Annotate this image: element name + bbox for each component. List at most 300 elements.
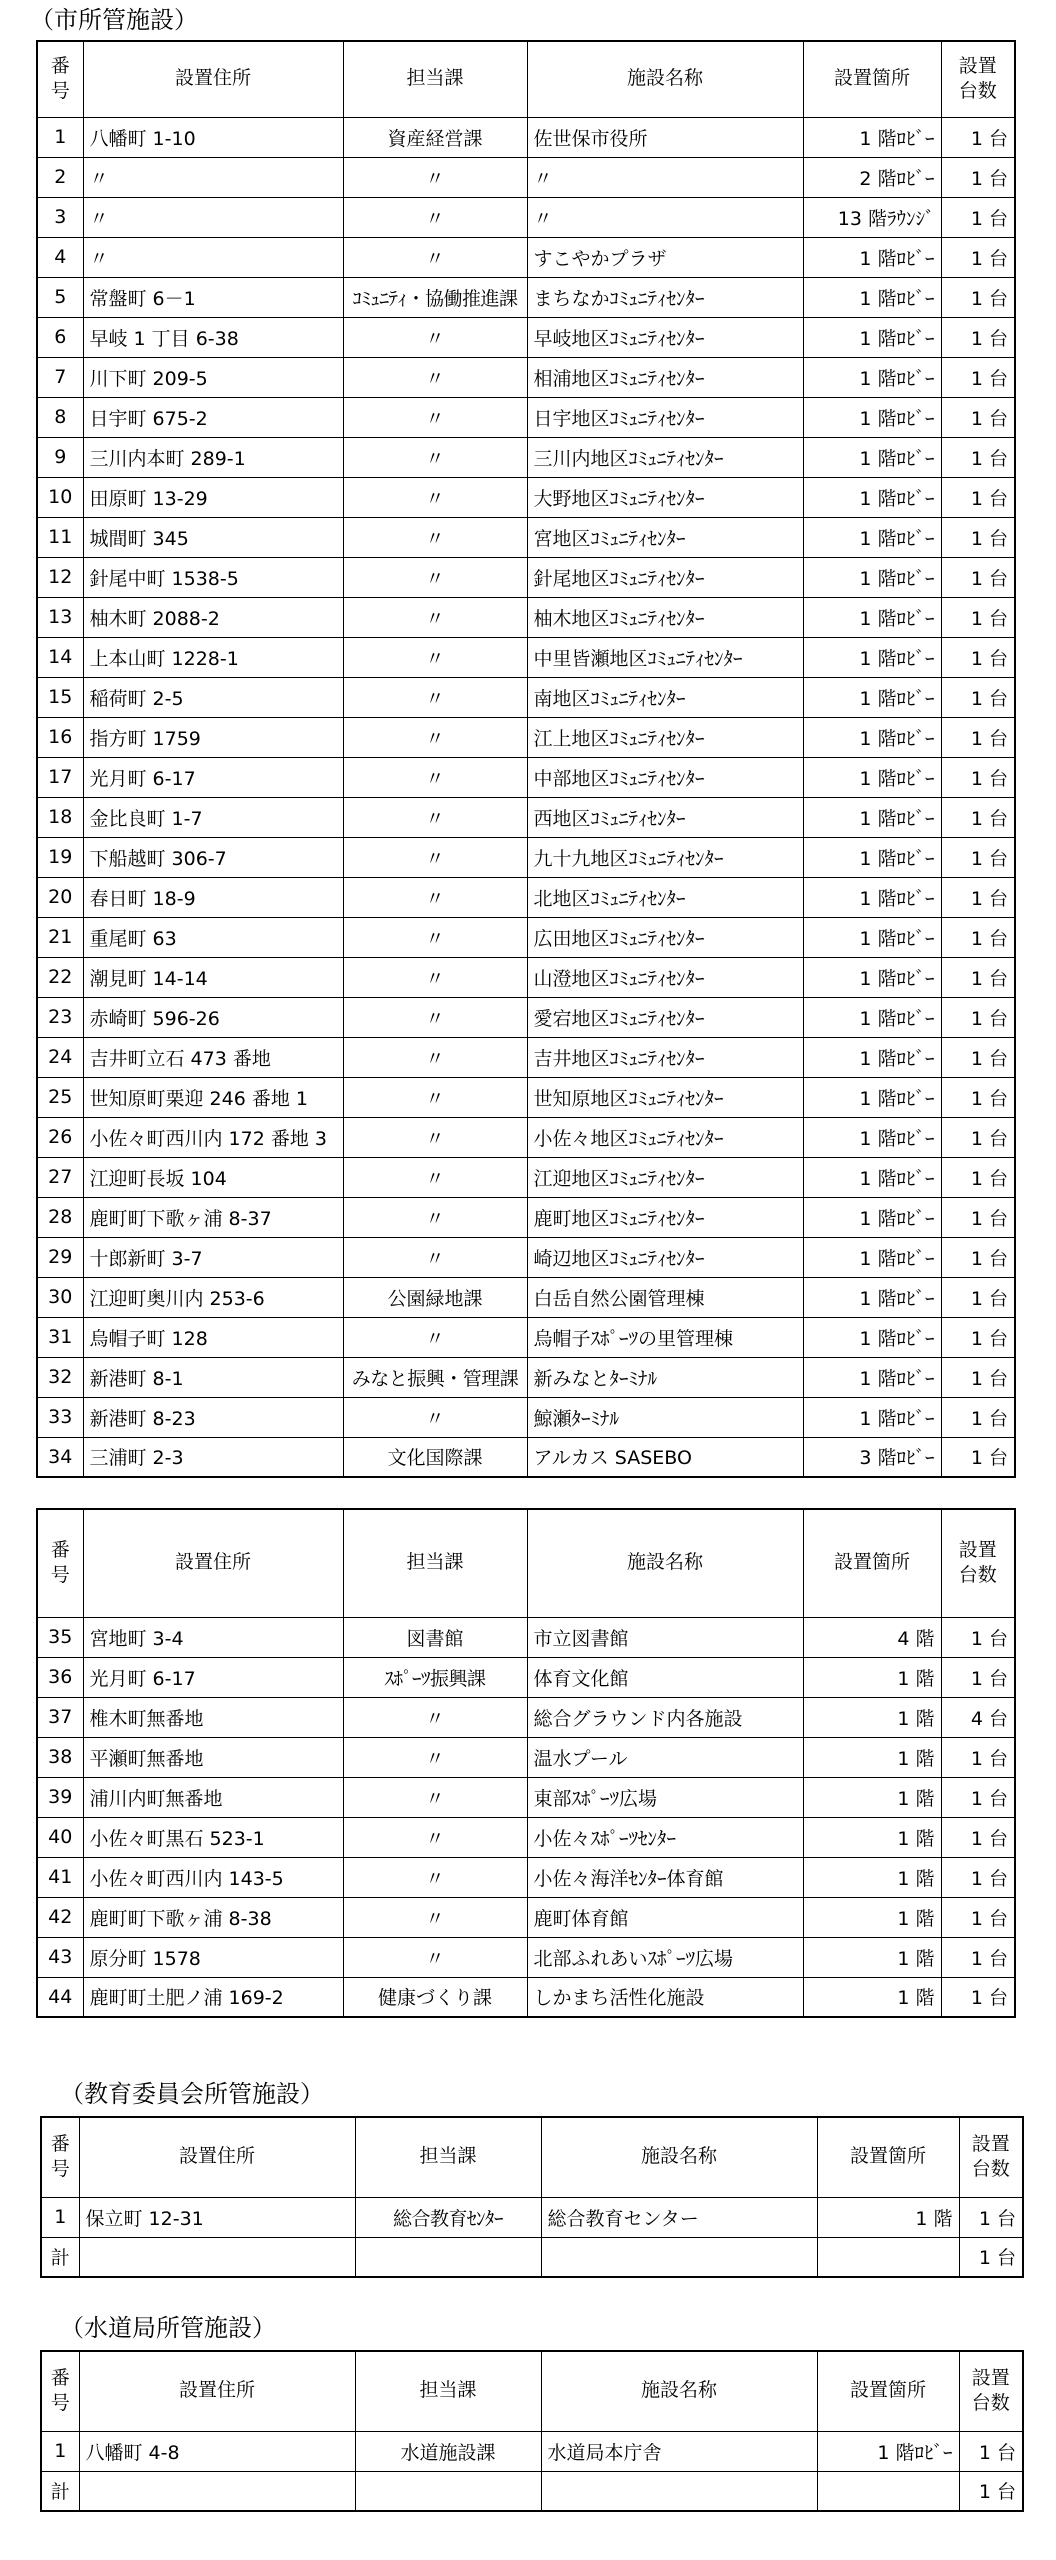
table-row (37, 917, 1015, 957)
row-number: 6 (37, 317, 83, 357)
empty-cell (541, 2471, 817, 2511)
city-facilities-table-2 (36, 1508, 1016, 2018)
facility-cell: 宮地区ｺﾐｭﾆﾃｨｾﾝﾀｰ (527, 517, 803, 557)
count-cell: 1 台 (941, 1737, 1015, 1777)
address-cell: 三川内本町 289-1 (83, 437, 343, 477)
facility-cell: 小佐々海洋ｾﾝﾀｰ体育館 (527, 1857, 803, 1897)
dept-cell: 〃 (343, 557, 527, 597)
dept-cell: 〃 (343, 157, 527, 197)
address-cell: 鹿町町下歌ヶ浦 8-37 (83, 1197, 343, 1237)
table-row (37, 517, 1015, 557)
dept-cell: 公園緑地課 (343, 1277, 527, 1317)
count-cell: 1 台 (941, 997, 1015, 1037)
facility-cell: すこやかプラザ (527, 237, 803, 277)
facility-cell: 相浦地区ｺﾐｭﾆﾃｨｾﾝﾀｰ (527, 357, 803, 397)
dept-cell: 〃 (343, 1817, 527, 1857)
address-cell: 小佐々町西川内 143-5 (83, 1857, 343, 1897)
address-cell: 田原町 13-29 (83, 477, 343, 517)
location-cell: 1 階 (803, 1657, 941, 1697)
address-cell: 鹿町町下歌ヶ浦 8-38 (83, 1897, 343, 1937)
header-count: 設置 台数 (959, 2351, 1023, 2431)
location-cell: 1 階ﾛﾋﾞｰ (803, 917, 941, 957)
address-cell: 春日町 18-9 (83, 877, 343, 917)
dept-cell: 〃 (343, 1737, 527, 1777)
row-number: 42 (37, 1897, 83, 1937)
facility-cell: 早岐地区ｺﾐｭﾆﾃｨｾﾝﾀｰ (527, 317, 803, 357)
row-number: 21 (37, 917, 83, 957)
header-location: 設置箇所 (803, 1509, 941, 1617)
count-cell: 1 台 (941, 1317, 1015, 1357)
location-cell: 1 階 (817, 2197, 959, 2237)
location-cell: 1 階ﾛﾋﾞｰ (817, 2431, 959, 2471)
count-cell: 1 台 (941, 397, 1015, 437)
address-cell: 吉井町立石 473 番地 (83, 1037, 343, 1077)
facility-cell: 新みなとﾀｰﾐﾅﾙ (527, 1357, 803, 1397)
education-facilities-table (40, 2116, 1024, 2278)
count-cell: 1 台 (941, 1397, 1015, 1437)
address-cell: 新港町 8-1 (83, 1357, 343, 1397)
table-row (37, 1697, 1015, 1737)
header-no: 番 号 (37, 41, 83, 117)
table-row (37, 397, 1015, 437)
location-cell: 1 階ﾛﾋﾞｰ (803, 717, 941, 757)
count-cell: 1 台 (941, 317, 1015, 357)
facility-cell: 大野地区ｺﾐｭﾆﾃｨｾﾝﾀｰ (527, 477, 803, 517)
address-cell: 鹿町町土肥ノ浦 169-2 (83, 1977, 343, 2017)
location-cell: 1 階ﾛﾋﾞｰ (803, 317, 941, 357)
total-label: 計 (41, 2471, 79, 2511)
address-cell: 金比良町 1-7 (83, 797, 343, 837)
location-cell: 1 階ﾛﾋﾞｰ (803, 1357, 941, 1397)
address-cell: 城間町 345 (83, 517, 343, 557)
count-cell: 1 台 (941, 117, 1015, 157)
location-cell: 1 階ﾛﾋﾞｰ (803, 837, 941, 877)
facility-cell: 〃 (527, 157, 803, 197)
table-row (37, 597, 1015, 637)
location-cell: 1 階 (803, 1697, 941, 1737)
table-row (37, 637, 1015, 677)
count-cell: 1 台 (941, 237, 1015, 277)
row-number: 4 (37, 237, 83, 277)
facility-cell: 温水プール (527, 1737, 803, 1777)
location-cell: 1 階ﾛﾋﾞｰ (803, 357, 941, 397)
empty-cell (79, 2471, 355, 2511)
location-cell: 1 階 (803, 1777, 941, 1817)
address-cell: 小佐々町黒石 523-1 (83, 1817, 343, 1857)
table-row (37, 1317, 1015, 1357)
facility-cell: 白岳自然公園管理棟 (527, 1277, 803, 1317)
location-cell: 1 階ﾛﾋﾞｰ (803, 1397, 941, 1437)
header-facility: 施設名称 (527, 41, 803, 117)
address-cell: 八幡町 4-8 (79, 2431, 355, 2471)
table-row (37, 237, 1015, 277)
row-number: 1 (41, 2431, 79, 2471)
dept-cell: 〃 (343, 197, 527, 237)
dept-cell: 〃 (343, 837, 527, 877)
water-facilities-table (40, 2350, 1024, 2512)
facility-cell: 吉井地区ｺﾐｭﾆﾃｨｾﾝﾀｰ (527, 1037, 803, 1077)
header-address: 設置住所 (83, 41, 343, 117)
dept-cell: 〃 (343, 237, 527, 277)
count-cell: 1 台 (941, 477, 1015, 517)
facility-cell: 江上地区ｺﾐｭﾆﾃｨｾﾝﾀｰ (527, 717, 803, 757)
row-number: 15 (37, 677, 83, 717)
table-row (37, 317, 1015, 357)
address-cell: 新港町 8-23 (83, 1397, 343, 1437)
facility-cell: 崎辺地区ｺﾐｭﾆﾃｨｾﾝﾀｰ (527, 1237, 803, 1277)
count-cell: 1 台 (941, 277, 1015, 317)
count-cell: 1 台 (941, 1817, 1015, 1857)
section-title-city: （市所管施設） (30, 6, 198, 34)
table-row (37, 1897, 1015, 1937)
empty-cell (355, 2471, 541, 2511)
facility-cell: 〃 (527, 197, 803, 237)
row-number: 12 (37, 557, 83, 597)
address-cell: 保立町 12-31 (79, 2197, 355, 2237)
dept-cell: 〃 (343, 717, 527, 757)
table-row (37, 477, 1015, 517)
header-row (37, 1509, 1015, 1617)
address-cell: 原分町 1578 (83, 1937, 343, 1977)
address-cell: 烏帽子町 128 (83, 1317, 343, 1357)
table-row (37, 1037, 1015, 1077)
location-cell: 1 階ﾛﾋﾞｰ (803, 877, 941, 917)
location-cell: 13 階ﾗｳﾝｼﾞ (803, 197, 941, 237)
table-row (37, 1357, 1015, 1397)
count-cell: 1 台 (941, 1617, 1015, 1657)
dept-cell: 〃 (343, 1897, 527, 1937)
row-number: 16 (37, 717, 83, 757)
dept-cell: 〃 (343, 917, 527, 957)
dept-cell: 〃 (343, 397, 527, 437)
dept-cell: 図書館 (343, 1617, 527, 1657)
address-cell: 光月町 6-17 (83, 757, 343, 797)
table-row (37, 357, 1015, 397)
address-cell: 世知原町栗迎 246 番地 1 (83, 1077, 343, 1117)
header-address: 設置住所 (79, 2117, 355, 2197)
count-cell: 1 台 (941, 1037, 1015, 1077)
dept-cell: 水道施設課 (355, 2431, 541, 2471)
dept-cell: 〃 (343, 1157, 527, 1197)
row-number: 19 (37, 837, 83, 877)
row-number: 31 (37, 1317, 83, 1357)
facility-cell: 烏帽子ｽﾎﾟｰﾂの里管理棟 (527, 1317, 803, 1357)
count-cell: 1 台 (941, 757, 1015, 797)
table-row (37, 677, 1015, 717)
table-row (37, 1197, 1015, 1237)
facility-cell: 北部ふれあいｽﾎﾟｰﾂ広場 (527, 1937, 803, 1977)
count-cell: 1 台 (941, 1237, 1015, 1277)
dept-cell: 〃 (343, 1937, 527, 1977)
count-cell: 1 台 (959, 2197, 1023, 2237)
count-cell: 1 台 (941, 797, 1015, 837)
row-number: 44 (37, 1977, 83, 2017)
total-count: 1 台 (959, 2471, 1023, 2511)
location-cell: 1 階ﾛﾋﾞｰ (803, 637, 941, 677)
row-number: 23 (37, 997, 83, 1037)
facility-cell: 江迎地区ｺﾐｭﾆﾃｨｾﾝﾀｰ (527, 1157, 803, 1197)
facility-cell: 鹿町体育館 (527, 1897, 803, 1937)
row-number: 27 (37, 1157, 83, 1197)
row-number: 2 (37, 157, 83, 197)
location-cell: 1 階ﾛﾋﾞｰ (803, 557, 941, 597)
count-cell: 1 台 (941, 877, 1015, 917)
section-title-education: （教育委員会所管施設） (60, 2080, 324, 2108)
header-facility: 施設名称 (541, 2117, 817, 2197)
address-cell: 光月町 6-17 (83, 1657, 343, 1697)
row-number: 25 (37, 1077, 83, 1117)
row-number: 7 (37, 357, 83, 397)
dept-cell: 〃 (343, 477, 527, 517)
facility-cell: 小佐々ｽﾎﾟｰﾂｾﾝﾀｰ (527, 1817, 803, 1857)
dept-cell: 〃 (343, 797, 527, 837)
location-cell: 1 階ﾛﾋﾞｰ (803, 1037, 941, 1077)
count-cell: 1 台 (941, 677, 1015, 717)
count-cell: 1 台 (959, 2431, 1023, 2471)
row-number: 13 (37, 597, 83, 637)
count-cell: 1 台 (941, 597, 1015, 637)
location-cell: 4 階 (803, 1617, 941, 1657)
location-cell: 1 階ﾛﾋﾞｰ (803, 677, 941, 717)
table-row (37, 1737, 1015, 1777)
facility-cell: しかまち活性化施設 (527, 1977, 803, 2017)
location-cell: 1 階ﾛﾋﾞｰ (803, 597, 941, 637)
dept-cell: 〃 (343, 1077, 527, 1117)
table-row (37, 1657, 1015, 1697)
table-row (37, 877, 1015, 917)
facility-cell: まちなかｺﾐｭﾆﾃｨｾﾝﾀｰ (527, 277, 803, 317)
location-cell: 1 階ﾛﾋﾞｰ (803, 517, 941, 557)
empty-cell (355, 2237, 541, 2277)
location-cell: 1 階 (803, 1897, 941, 1937)
facility-cell: 東部ｽﾎﾟｰﾂ広場 (527, 1777, 803, 1817)
dept-cell: 資産経営課 (343, 117, 527, 157)
dept-cell: 〃 (343, 677, 527, 717)
table-row (37, 1237, 1015, 1277)
dept-cell: 総合教育ｾﾝﾀｰ (355, 2197, 541, 2237)
location-cell: 1 階ﾛﾋﾞｰ (803, 1317, 941, 1357)
location-cell: 1 階ﾛﾋﾞｰ (803, 1117, 941, 1157)
section-title-water: （水道局所管施設） (60, 2314, 276, 2342)
address-cell: 下船越町 306-7 (83, 837, 343, 877)
facility-cell: 中部地区ｺﾐｭﾆﾃｨｾﾝﾀｰ (527, 757, 803, 797)
table-row (37, 1857, 1015, 1897)
count-cell: 1 台 (941, 157, 1015, 197)
row-number: 10 (37, 477, 83, 517)
empty-cell (541, 2237, 817, 2277)
count-cell: 1 台 (941, 1157, 1015, 1197)
row-number: 33 (37, 1397, 83, 1437)
dept-cell: 〃 (343, 1857, 527, 1897)
table-row (37, 957, 1015, 997)
count-cell: 1 台 (941, 717, 1015, 757)
row-number: 17 (37, 757, 83, 797)
location-cell: 1 階 (803, 1737, 941, 1777)
header-row (41, 2117, 1023, 2197)
header-address: 設置住所 (83, 1509, 343, 1617)
dept-cell: 〃 (343, 597, 527, 637)
address-cell: 稲荷町 2-5 (83, 677, 343, 717)
facility-cell: 中里皆瀬地区ｺﾐｭﾆﾃｨｾﾝﾀｰ (527, 637, 803, 677)
dept-cell: 〃 (343, 877, 527, 917)
row-number: 3 (37, 197, 83, 237)
dept-cell: ｽﾎﾟｰﾂ振興課 (343, 1657, 527, 1697)
dept-cell: 〃 (343, 637, 527, 677)
table-row (37, 1157, 1015, 1197)
header-count: 設置 台数 (941, 1509, 1015, 1617)
total-count: 1 台 (959, 2237, 1023, 2277)
dept-cell: 〃 (343, 1397, 527, 1437)
dept-cell: 〃 (343, 1317, 527, 1357)
location-cell: 1 階 (803, 1977, 941, 2017)
row-number: 40 (37, 1817, 83, 1857)
header-location: 設置箇所 (817, 2117, 959, 2197)
table-row (37, 757, 1015, 797)
row-number: 28 (37, 1197, 83, 1237)
location-cell: 1 階ﾛﾋﾞｰ (803, 397, 941, 437)
facility-cell: 針尾地区ｺﾐｭﾆﾃｨｾﾝﾀｰ (527, 557, 803, 597)
facility-cell: 九十九地区ｺﾐｭﾆﾃｨｾﾝﾀｰ (527, 837, 803, 877)
header-dept: 担当課 (355, 2351, 541, 2431)
location-cell: 1 階ﾛﾋﾞｰ (803, 1237, 941, 1277)
table-row (37, 1117, 1015, 1157)
address-cell: 三浦町 2-3 (83, 1437, 343, 1477)
facility-cell: 体育文化館 (527, 1657, 803, 1697)
location-cell: 1 階ﾛﾋﾞｰ (803, 237, 941, 277)
row-number: 35 (37, 1617, 83, 1657)
address-cell: 平瀬町無番地 (83, 1737, 343, 1777)
header-location: 設置箇所 (817, 2351, 959, 2431)
location-cell: 1 階ﾛﾋﾞｰ (803, 957, 941, 997)
dept-cell: 〃 (343, 1697, 527, 1737)
header-dept: 担当課 (343, 1509, 527, 1617)
dept-cell: 〃 (343, 437, 527, 477)
facility-cell: 佐世保市役所 (527, 117, 803, 157)
facility-cell: 日宇地区ｺﾐｭﾆﾃｨｾﾝﾀｰ (527, 397, 803, 437)
count-cell: 1 台 (941, 557, 1015, 597)
count-cell: 1 台 (941, 437, 1015, 477)
city-facilities-table-1 (36, 40, 1016, 1478)
header-location: 設置箇所 (803, 41, 941, 117)
header-row (37, 41, 1015, 117)
dept-cell: 〃 (343, 997, 527, 1037)
location-cell: 1 階ﾛﾋﾞｰ (803, 797, 941, 837)
count-cell: 1 台 (941, 637, 1015, 677)
location-cell: 1 階ﾛﾋﾞｰ (803, 1077, 941, 1117)
row-number: 8 (37, 397, 83, 437)
address-cell: 日宇町 675-2 (83, 397, 343, 437)
row-number: 1 (37, 117, 83, 157)
address-cell: 〃 (83, 157, 343, 197)
count-cell: 1 台 (941, 1897, 1015, 1937)
address-cell: 小佐々町西川内 172 番地 3 (83, 1117, 343, 1157)
count-cell: 1 台 (941, 917, 1015, 957)
header-no: 番 号 (37, 1509, 83, 1617)
facility-cell: 南地区ｺﾐｭﾆﾃｨｾﾝﾀｰ (527, 677, 803, 717)
table-row (37, 797, 1015, 837)
facility-cell: アルカス SASEBO (527, 1437, 803, 1477)
address-cell: 針尾中町 1538-5 (83, 557, 343, 597)
header-no: 番 号 (41, 2117, 79, 2197)
address-cell: 八幡町 1-10 (83, 117, 343, 157)
count-cell: 1 台 (941, 1657, 1015, 1697)
location-cell: 1 階ﾛﾋﾞｰ (803, 1277, 941, 1317)
location-cell: 1 階ﾛﾋﾞｰ (803, 477, 941, 517)
address-cell: 重尾町 63 (83, 917, 343, 957)
row-number: 39 (37, 1777, 83, 1817)
row-number: 37 (37, 1697, 83, 1737)
facility-cell: 水道局本庁舎 (541, 2431, 817, 2471)
address-cell: 浦川内町無番地 (83, 1777, 343, 1817)
dept-cell: 〃 (343, 957, 527, 997)
header-no: 番 号 (41, 2351, 79, 2431)
header-facility: 施設名称 (527, 1509, 803, 1617)
dept-cell: 文化国際課 (343, 1437, 527, 1477)
address-cell: 川下町 209-5 (83, 357, 343, 397)
location-cell: 1 階ﾛﾋﾞｰ (803, 1157, 941, 1197)
dept-cell: 〃 (343, 1237, 527, 1277)
address-cell: 潮見町 14-14 (83, 957, 343, 997)
table-row (37, 1437, 1015, 1477)
table-row (37, 1617, 1015, 1657)
row-number: 5 (37, 277, 83, 317)
count-cell: 1 台 (941, 357, 1015, 397)
facility-cell: 小佐々地区ｺﾐｭﾆﾃｨｾﾝﾀｰ (527, 1117, 803, 1157)
facility-cell: 三川内地区ｺﾐｭﾆﾃｨｾﾝﾀｰ (527, 437, 803, 477)
count-cell: 1 台 (941, 1977, 1015, 2017)
table-row (37, 1977, 1015, 2017)
count-cell: 1 台 (941, 517, 1015, 557)
row-number: 32 (37, 1357, 83, 1397)
facility-cell: 柚木地区ｺﾐｭﾆﾃｨｾﾝﾀｰ (527, 597, 803, 637)
location-cell: 1 階ﾛﾋﾞｰ (803, 117, 941, 157)
row-number: 26 (37, 1117, 83, 1157)
row-number: 14 (37, 637, 83, 677)
location-cell: 1 階 (803, 1817, 941, 1857)
row-number: 24 (37, 1037, 83, 1077)
location-cell: 1 階 (803, 1937, 941, 1977)
table-row (37, 997, 1015, 1037)
address-cell: 上本山町 1228-1 (83, 637, 343, 677)
facility-cell: 山澄地区ｺﾐｭﾆﾃｨｾﾝﾀｰ (527, 957, 803, 997)
address-cell: 柚木町 2088-2 (83, 597, 343, 637)
table-row (37, 1077, 1015, 1117)
count-cell: 1 台 (941, 1777, 1015, 1817)
table-row (37, 157, 1015, 197)
address-cell: 〃 (83, 197, 343, 237)
location-cell: 1 階ﾛﾋﾞｰ (803, 1197, 941, 1237)
location-cell: 1 階ﾛﾋﾞｰ (803, 277, 941, 317)
address-cell: 早岐 1 丁目 6-38 (83, 317, 343, 357)
facility-cell: 世知原地区ｺﾐｭﾆﾃｨｾﾝﾀｰ (527, 1077, 803, 1117)
total-label: 計 (41, 2237, 79, 2277)
address-cell: 十郎新町 3-7 (83, 1237, 343, 1277)
dept-cell: 〃 (343, 357, 527, 397)
location-cell: 1 階ﾛﾋﾞｰ (803, 757, 941, 797)
count-cell: 1 台 (941, 957, 1015, 997)
header-address: 設置住所 (79, 2351, 355, 2431)
row-number: 41 (37, 1857, 83, 1897)
facility-cell: 北地区ｺﾐｭﾆﾃｨｾﾝﾀｰ (527, 877, 803, 917)
count-cell: 1 台 (941, 1937, 1015, 1977)
row-number: 30 (37, 1277, 83, 1317)
address-cell: 宮地町 3-4 (83, 1617, 343, 1657)
empty-cell (817, 2471, 959, 2511)
table-row (37, 1817, 1015, 1857)
address-cell: 江迎町長坂 104 (83, 1157, 343, 1197)
count-cell: 1 台 (941, 197, 1015, 237)
address-cell: 〃 (83, 237, 343, 277)
